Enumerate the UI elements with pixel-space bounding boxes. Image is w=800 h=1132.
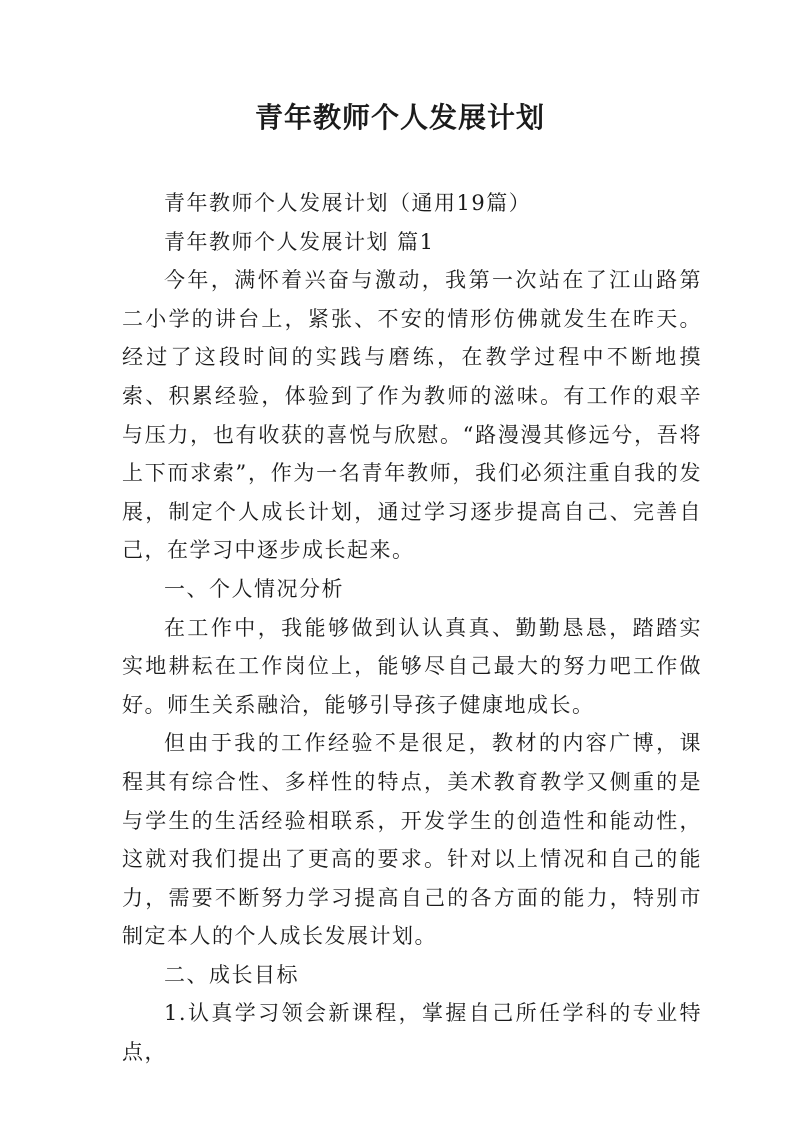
subtitle-paragraph: 青年教师个人发展计划（通用19篇） bbox=[164, 191, 532, 215]
list-item: 1.认真学习领会新课程，掌握自己所任学科的专业特点， bbox=[122, 1001, 702, 1065]
document-body bbox=[122, 184, 702, 1072]
body-paragraph: 但由于我的工作经验不是很足，教材的内容广博，课程其有综合性、多样性的特点，美术教育教学又侧重的是与学生的生活经验相联系，开发学生的创造性和能动性，这就对我们提出了更高的要求。针对以上情况和自己的能力，需要不断努力学习提高自己的各方面的能力，特别市制定本人的个人成长发展计划。 bbox=[122, 731, 702, 949]
section-heading: 青年教师个人发展计划 篇1 bbox=[164, 229, 435, 254]
body-paragraph: 在工作中，我能够做到认认真真、勤勤恳恳，踏踏实实地耕耘在工作岗位上，能够尽自己最大的努力吧工作做好。师生关系融洽，能够引导孩子健康地成长。 bbox=[122, 615, 702, 717]
section-heading: 二、成长目标 bbox=[164, 962, 299, 987]
document-title: 青年教师个人发展计划 bbox=[254, 101, 545, 134]
body-paragraph: 今年，满怀着兴奋与激动，我第一次站在了江山路第二小学的讲台上，紧张、不安的情形仿佛就发生在昨天。经过了这段时间的实践与磨练，在教学过程中不断地摸索、积累经验，体验到了作为教师的滋味。有工作的艰辛与压力，也有收获的喜悦与欣慰。“路漫漫其修远兮，吾将上下而求索”，作为一名青年教师，我们必须注重自我的发展，制定个人成长计划，通过学习逐步提高自己、完善自己，在学习中逐步成长起来。 bbox=[122, 268, 702, 563]
section-heading: 一、个人情况分析 bbox=[164, 576, 344, 601]
